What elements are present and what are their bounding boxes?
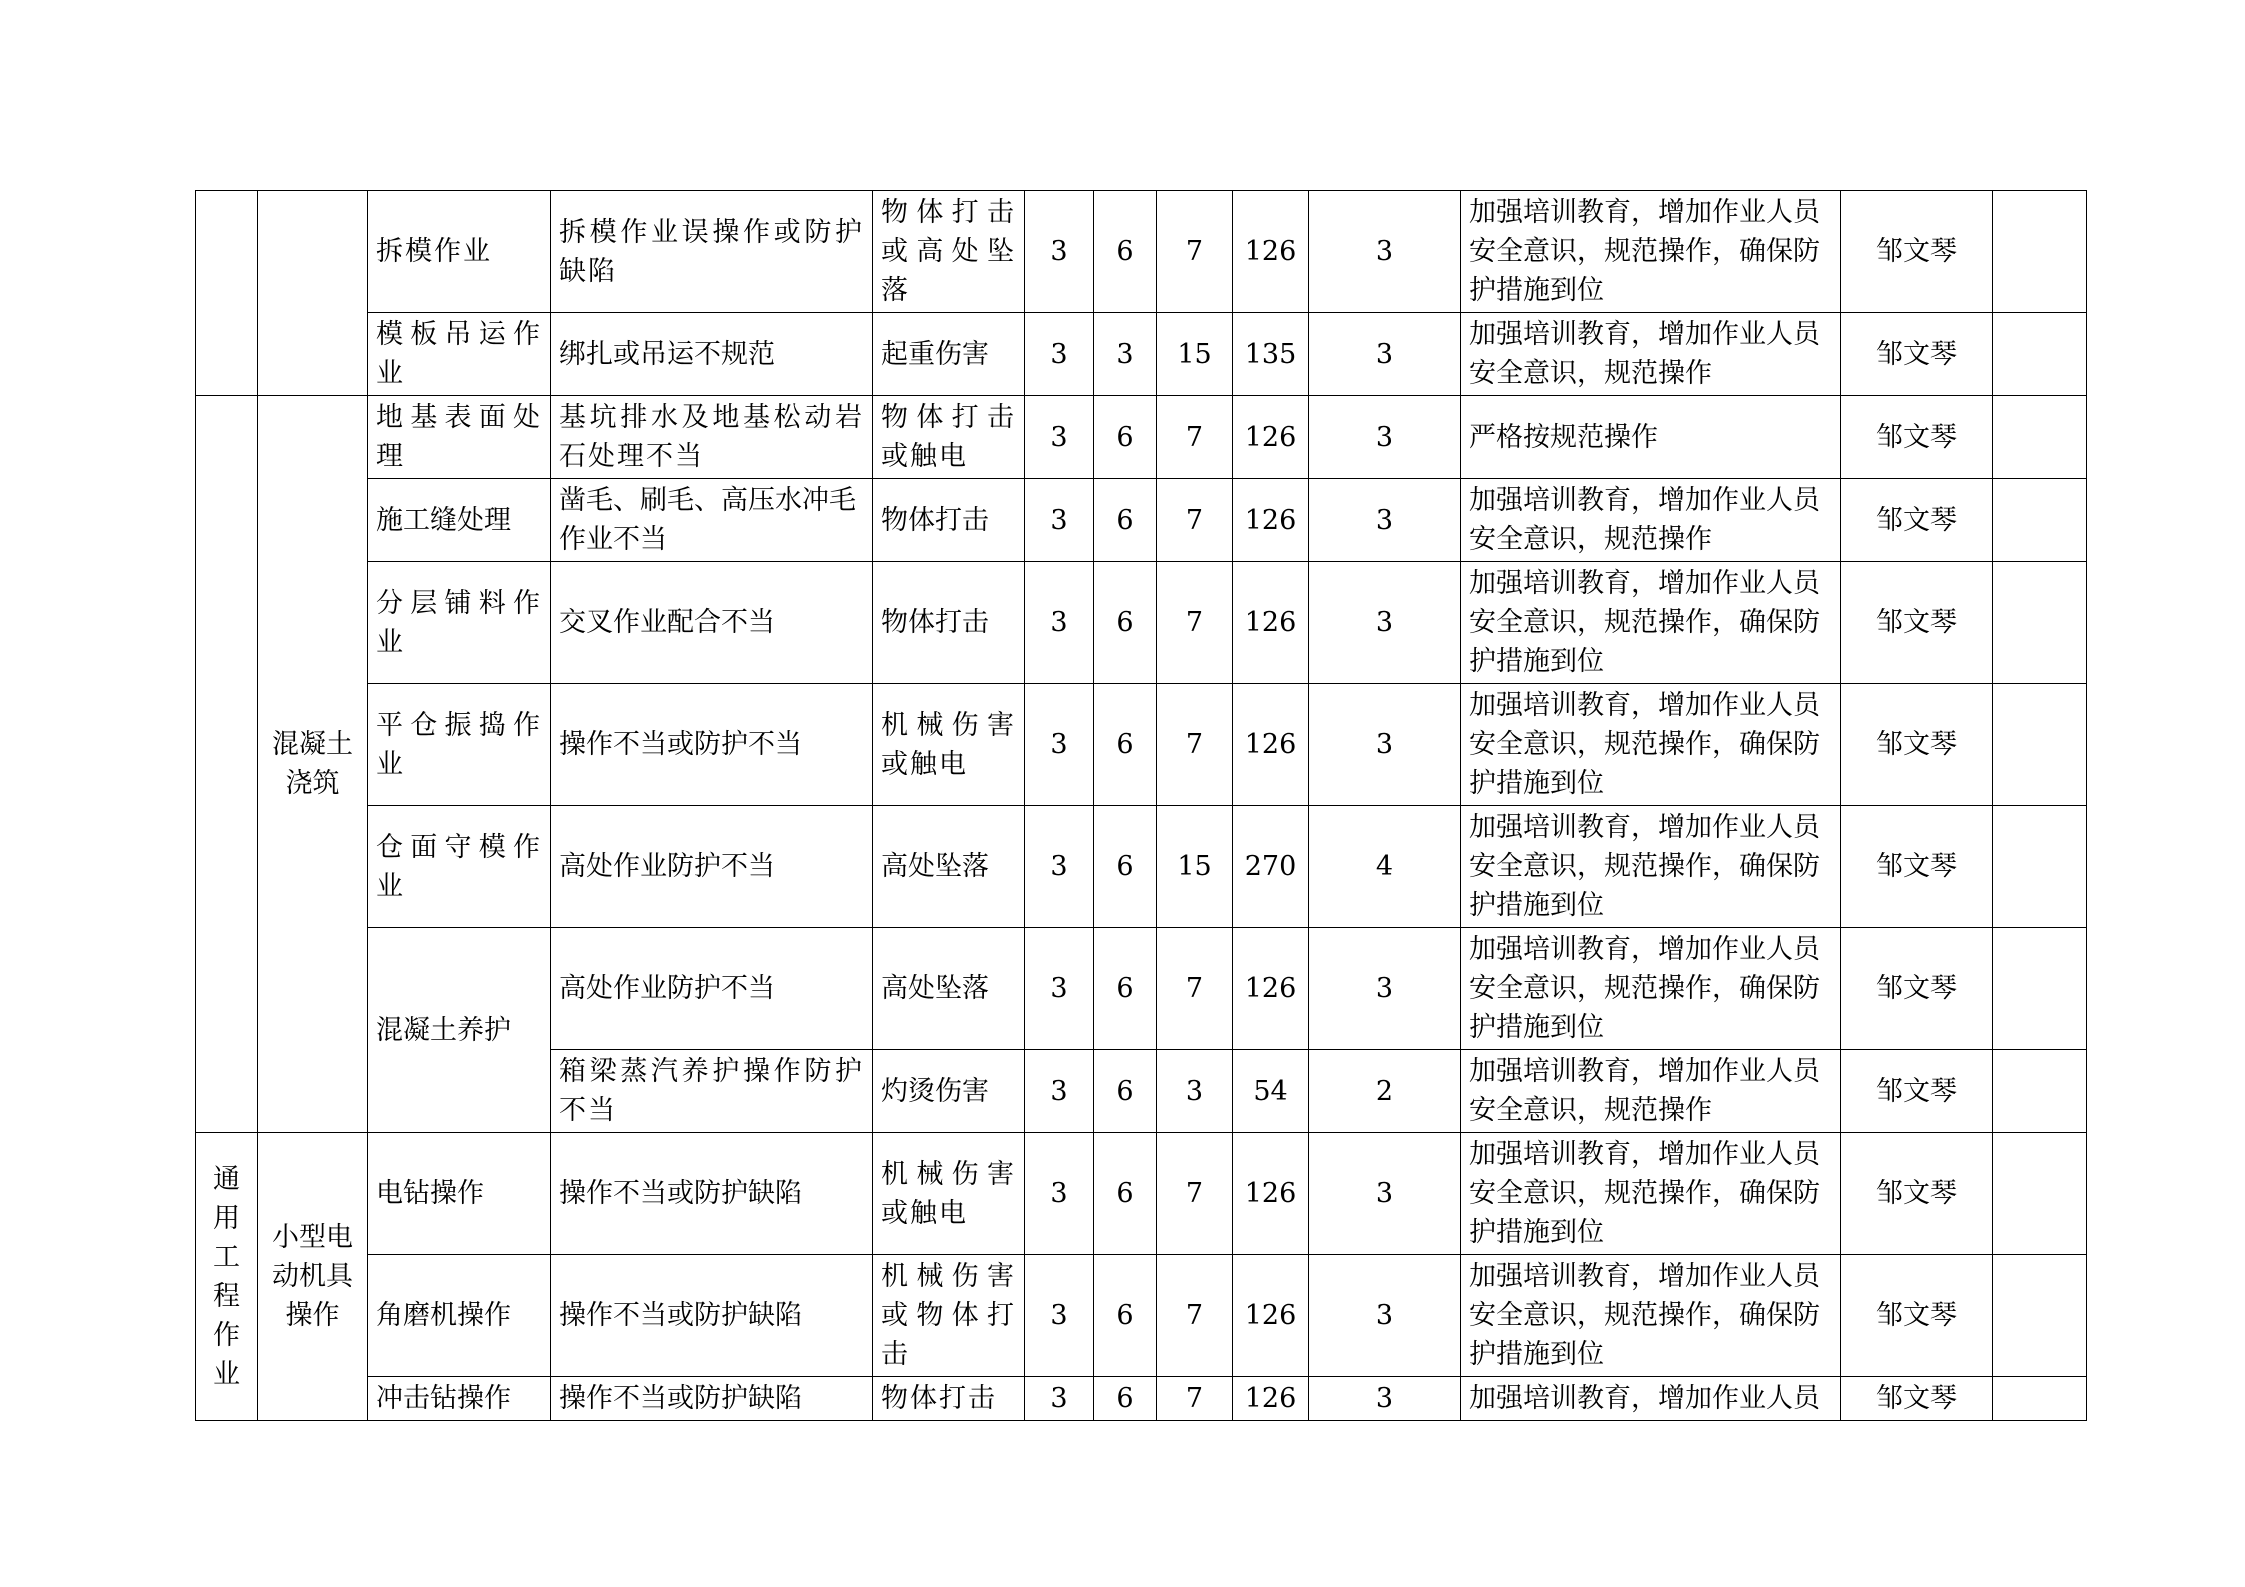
accident-cell: 机械伤害或触电: [873, 1133, 1025, 1255]
l-value-cell: 3: [1025, 1050, 1094, 1133]
hazard-cell: 高处作业防护不当: [551, 928, 873, 1050]
category-cell: [196, 191, 258, 396]
c-value-cell: 7: [1157, 191, 1233, 313]
task-cell: 平仓振捣作业: [368, 684, 551, 806]
hazard-cell: 操作不当或防护缺陷: [551, 1377, 873, 1421]
e-value-cell: 3: [1094, 313, 1157, 396]
risk-level-cell: 3: [1309, 191, 1461, 313]
person-cell: 邹文琴: [1841, 479, 1993, 562]
measure-cell: 加强培训教育，增加作业人员安全意识，规范操作，确保防护措施到位: [1461, 562, 1841, 684]
task-cell: 地基表面处理: [368, 396, 551, 479]
measure-cell: 加强培训教育，增加作业人员安全意识，规范操作，确保防护措施到位: [1461, 191, 1841, 313]
c-value-cell: 7: [1157, 928, 1233, 1050]
l-value-cell: 3: [1025, 684, 1094, 806]
risk-level-cell: 3: [1309, 928, 1461, 1050]
l-value-cell: 3: [1025, 806, 1094, 928]
c-value-cell: 7: [1157, 1377, 1233, 1421]
note-cell: [1993, 396, 2087, 479]
hazard-cell: 基坑排水及地基松动岩石处理不当: [551, 396, 873, 479]
person-cell: 邹文琴: [1841, 928, 1993, 1050]
c-value-cell: 7: [1157, 1255, 1233, 1377]
accident-cell: 高处坠落: [873, 928, 1025, 1050]
accident-cell: 物体打击: [873, 1377, 1025, 1421]
l-value-cell: 3: [1025, 928, 1094, 1050]
risk-level-cell: 3: [1309, 479, 1461, 562]
d-value-cell: 126: [1233, 479, 1309, 562]
risk-level-cell: 3: [1309, 1377, 1461, 1421]
c-value-cell: 7: [1157, 479, 1233, 562]
table-row: [196, 1133, 2087, 1255]
accident-cell: 物体打击或触电: [873, 396, 1025, 479]
accident-cell: 物体打击: [873, 562, 1025, 684]
e-value-cell: 6: [1094, 1050, 1157, 1133]
c-value-cell: 7: [1157, 1133, 1233, 1255]
risk-level-cell: 4: [1309, 806, 1461, 928]
e-value-cell: 6: [1094, 928, 1157, 1050]
person-cell: 邹文琴: [1841, 191, 1993, 313]
task-cell: 仓面守模作业: [368, 806, 551, 928]
table-row: [196, 191, 2087, 313]
d-value-cell: 126: [1233, 562, 1309, 684]
task-cell: 模板吊运作业: [368, 313, 551, 396]
c-value-cell: 15: [1157, 806, 1233, 928]
hazard-cell: 拆模作业误操作或防护缺陷: [551, 191, 873, 313]
table-row: [196, 479, 2087, 562]
table-row: [196, 928, 2087, 1050]
subcategory-cell: 混凝土浇筑: [258, 396, 368, 1133]
d-value-cell: 126: [1233, 1255, 1309, 1377]
e-value-cell: 6: [1094, 1255, 1157, 1377]
table-row: [196, 806, 2087, 928]
note-cell: [1993, 1050, 2087, 1133]
subcategory-cell: [258, 191, 368, 396]
task-cell: 混凝土养护: [368, 928, 551, 1133]
person-cell: 邹文琴: [1841, 396, 1993, 479]
table-row: [196, 313, 2087, 396]
d-value-cell: 126: [1233, 1133, 1309, 1255]
measure-cell: 加强培训教育，增加作业人员安全意识，规范操作: [1461, 1050, 1841, 1133]
person-cell: 邹文琴: [1841, 313, 1993, 396]
person-cell: 邹文琴: [1841, 806, 1993, 928]
hazard-cell: 交叉作业配合不当: [551, 562, 873, 684]
l-value-cell: 3: [1025, 1133, 1094, 1255]
d-value-cell: 126: [1233, 191, 1309, 313]
risk-level-cell: 3: [1309, 1133, 1461, 1255]
note-cell: [1993, 806, 2087, 928]
table-row: [196, 1377, 2087, 1421]
measure-cell: 加强培训教育，增加作业人员安全意识，规范操作，确保防护措施到位: [1461, 684, 1841, 806]
subcategory-cell: 小型电动机具操作: [258, 1133, 368, 1421]
d-value-cell: 135: [1233, 313, 1309, 396]
note-cell: [1993, 313, 2087, 396]
c-value-cell: 7: [1157, 562, 1233, 684]
note-cell: [1993, 1133, 2087, 1255]
measure-cell: 加强培训教育，增加作业人员安全意识，规范操作: [1461, 313, 1841, 396]
task-cell: 拆模作业: [368, 191, 551, 313]
d-value-cell: 270: [1233, 806, 1309, 928]
note-cell: [1993, 1255, 2087, 1377]
d-value-cell: 126: [1233, 928, 1309, 1050]
risk-level-cell: 3: [1309, 396, 1461, 479]
l-value-cell: 3: [1025, 1377, 1094, 1421]
note-cell: [1993, 928, 2087, 1050]
accident-cell: 物体打击: [873, 479, 1025, 562]
task-cell: 施工缝处理: [368, 479, 551, 562]
accident-cell: 物体打击或高处坠落: [873, 191, 1025, 313]
note-cell: [1993, 191, 2087, 313]
category-cell: [196, 396, 258, 1133]
task-cell: 分层铺料作业: [368, 562, 551, 684]
table-row: [196, 396, 2087, 479]
risk-level-cell: 3: [1309, 684, 1461, 806]
measure-cell: 严格按规范操作: [1461, 396, 1841, 479]
d-value-cell: 126: [1233, 396, 1309, 479]
note-cell: [1993, 479, 2087, 562]
hazard-cell: 绑扎或吊运不规范: [551, 313, 873, 396]
person-cell: 邹文琴: [1841, 1133, 1993, 1255]
category-cell: 通用工程作业: [196, 1133, 258, 1421]
table-row: [196, 684, 2087, 806]
task-cell: 电钻操作: [368, 1133, 551, 1255]
measure-cell: 加强培训教育，增加作业人员安全意识，规范操作，确保防护措施到位: [1461, 1255, 1841, 1377]
accident-cell: 机械伤害或触电: [873, 684, 1025, 806]
hazard-cell: 凿毛、刷毛、高压水冲毛作业不当: [551, 479, 873, 562]
d-value-cell: 126: [1233, 1377, 1309, 1421]
e-value-cell: 6: [1094, 562, 1157, 684]
measure-cell: 加强培训教育，增加作业人员安全意识，规范操作，确保防护措施到位: [1461, 928, 1841, 1050]
e-value-cell: 6: [1094, 479, 1157, 562]
e-value-cell: 6: [1094, 1377, 1157, 1421]
c-value-cell: 3: [1157, 1050, 1233, 1133]
c-value-cell: 7: [1157, 396, 1233, 479]
l-value-cell: 3: [1025, 396, 1094, 479]
l-value-cell: 3: [1025, 1255, 1094, 1377]
l-value-cell: 3: [1025, 479, 1094, 562]
hazard-cell: 高处作业防护不当: [551, 806, 873, 928]
c-value-cell: 7: [1157, 684, 1233, 806]
person-cell: 邹文琴: [1841, 1050, 1993, 1133]
e-value-cell: 6: [1094, 806, 1157, 928]
e-value-cell: 6: [1094, 684, 1157, 806]
note-cell: [1993, 684, 2087, 806]
l-value-cell: 3: [1025, 313, 1094, 396]
person-cell: 邹文琴: [1841, 684, 1993, 806]
hazard-cell: 操作不当或防护缺陷: [551, 1255, 873, 1377]
task-cell: 冲击钻操作: [368, 1377, 551, 1421]
measure-cell: 加强培训教育，增加作业人员安全意识，规范操作: [1461, 479, 1841, 562]
risk-level-cell: 3: [1309, 562, 1461, 684]
task-cell: 角磨机操作: [368, 1255, 551, 1377]
person-cell: 邹文琴: [1841, 562, 1993, 684]
table-row: [196, 1255, 2087, 1377]
accident-cell: 高处坠落: [873, 806, 1025, 928]
accident-cell: 起重伤害: [873, 313, 1025, 396]
e-value-cell: 6: [1094, 191, 1157, 313]
table-row: [196, 562, 2087, 684]
e-value-cell: 6: [1094, 1133, 1157, 1255]
e-value-cell: 6: [1094, 396, 1157, 479]
d-value-cell: 54: [1233, 1050, 1309, 1133]
risk-level-cell: 3: [1309, 313, 1461, 396]
person-cell: 邹文琴: [1841, 1255, 1993, 1377]
measure-cell: 加强培训教育，增加作业人员安全意识，规范操作，确保防护措施到位: [1461, 1133, 1841, 1255]
note-cell: [1993, 562, 2087, 684]
accident-cell: 机械伤害或物体打击: [873, 1255, 1025, 1377]
note-cell: [1993, 1377, 2087, 1421]
measure-cell: 加强培训教育，增加作业人员安全意识，规范操作，确保防护措施到位: [1461, 806, 1841, 928]
person-cell: 邹文琴: [1841, 1377, 1993, 1421]
l-value-cell: 3: [1025, 562, 1094, 684]
d-value-cell: 126: [1233, 684, 1309, 806]
risk-level-cell: 3: [1309, 1255, 1461, 1377]
risk-assessment-table: [195, 190, 2087, 1421]
l-value-cell: 3: [1025, 191, 1094, 313]
accident-cell: 灼烫伤害: [873, 1050, 1025, 1133]
hazard-cell: 操作不当或防护不当: [551, 684, 873, 806]
measure-cell: 加强培训教育，增加作业人员: [1461, 1377, 1841, 1421]
risk-level-cell: 2: [1309, 1050, 1461, 1133]
hazard-cell: 箱梁蒸汽养护操作防护不当: [551, 1050, 873, 1133]
c-value-cell: 15: [1157, 313, 1233, 396]
hazard-cell: 操作不当或防护缺陷: [551, 1133, 873, 1255]
